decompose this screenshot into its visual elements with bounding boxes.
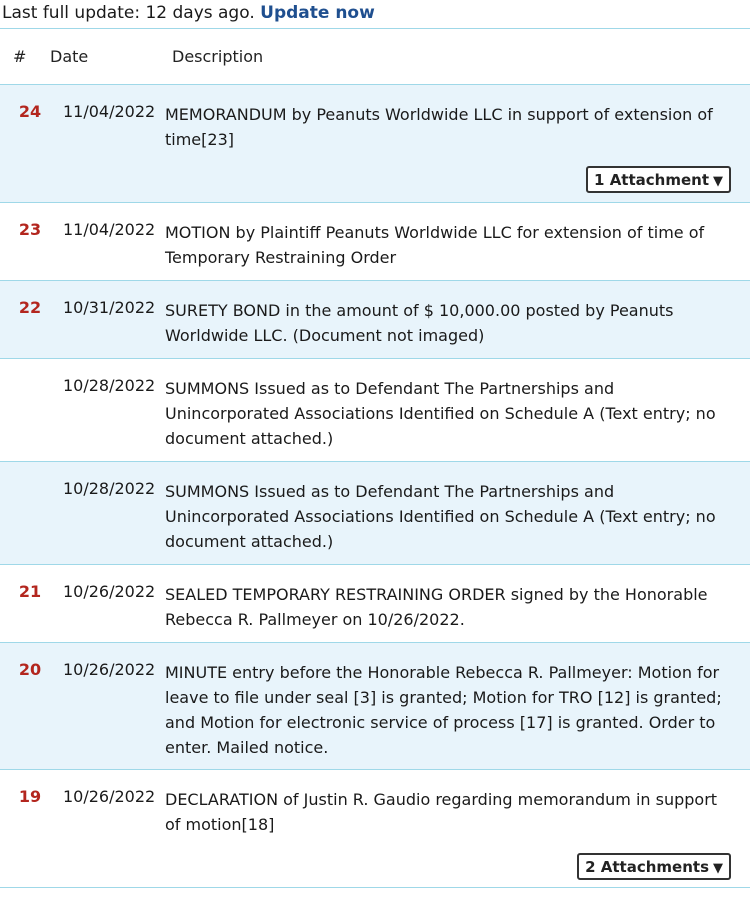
header-date: Date: [50, 47, 89, 66]
entry-number: 21: [18, 582, 42, 601]
caret-down-icon: ▼: [713, 173, 723, 189]
attachments-label: 1 Attachment: [594, 170, 709, 189]
docket-table: [0, 28, 750, 888]
docket-entry: [0, 85, 750, 203]
entry-description: SUMMONS Issued as to Defendant The Partnerships and Unincorporated Associations Identified on Schedule A (Text entry; no document attached.): [165, 482, 716, 551]
entry-description: SEALED TEMPORARY RESTRAINING ORDER signed by the Honorable Rebecca R. Pallmeyer on 10/26/2022.: [165, 585, 708, 629]
docket-entry: [0, 359, 750, 462]
entry-date: 11/04/2022: [63, 102, 156, 121]
caret-down-icon: ▼: [713, 860, 723, 876]
entry-description: MEMORANDUM by Peanuts Worldwide LLC in support of extension of time[23]: [165, 105, 713, 149]
entry-description: SURETY BOND in the amount of $ 10,000.00 posted by Peanuts Worldwide LLC. (Document not imaged): [165, 301, 674, 345]
docket-entry: [0, 643, 750, 770]
attachments-label: 2 Attachments: [585, 857, 709, 876]
entry-number: 23: [18, 220, 42, 239]
entry-number: 24: [18, 102, 42, 121]
docket-entry: [0, 203, 750, 281]
entry-number: 22: [18, 298, 42, 317]
update-now-link[interactable]: Update now: [260, 3, 375, 23]
entry-description: SUMMONS Issued as to Defendant The Partnerships and Unincorporated Associations Identified on Schedule A (Text entry; no document attached.): [165, 379, 716, 448]
table-header: [0, 29, 750, 85]
entry-date: 10/26/2022: [63, 582, 156, 601]
entry-date: 10/26/2022: [63, 660, 156, 679]
attachments-dropdown-button[interactable]: [577, 853, 731, 880]
entry-date: 10/26/2022: [63, 787, 156, 806]
update-status-bar: [0, 0, 750, 28]
attachments-dropdown-button[interactable]: [586, 166, 731, 193]
entry-number: 19: [18, 787, 42, 806]
header-description: Description: [172, 47, 264, 66]
header-number: #: [13, 47, 27, 66]
entry-description: MOTION by Plaintiff Peanuts Worldwide LLC for extension of time of Temporary Restraining Order: [165, 223, 705, 267]
entry-date: 11/04/2022: [63, 220, 156, 239]
entry-date: 10/28/2022: [63, 479, 156, 498]
docket-entry: [0, 462, 750, 565]
entry-date: 10/28/2022: [63, 376, 156, 395]
entry-description: DECLARATION of Justin R. Gaudio regarding memorandum in support of motion[18]: [165, 790, 718, 834]
docket-entry: [0, 770, 750, 888]
docket-entry: [0, 281, 750, 359]
docket-entry: [0, 565, 750, 643]
entry-number: 20: [18, 660, 42, 679]
entry-description: MINUTE entry before the Honorable Rebecca R. Pallmeyer: Motion for leave to file under seal [3] is granted; Motion for TRO [12] is granted; and Motion for electronic service of process [17] is granted. Order to enter. Mailed notice.: [165, 663, 722, 757]
last-update-text: Last full update: 12 days ago.: [2, 3, 255, 23]
entry-date: 10/31/2022: [63, 298, 156, 317]
